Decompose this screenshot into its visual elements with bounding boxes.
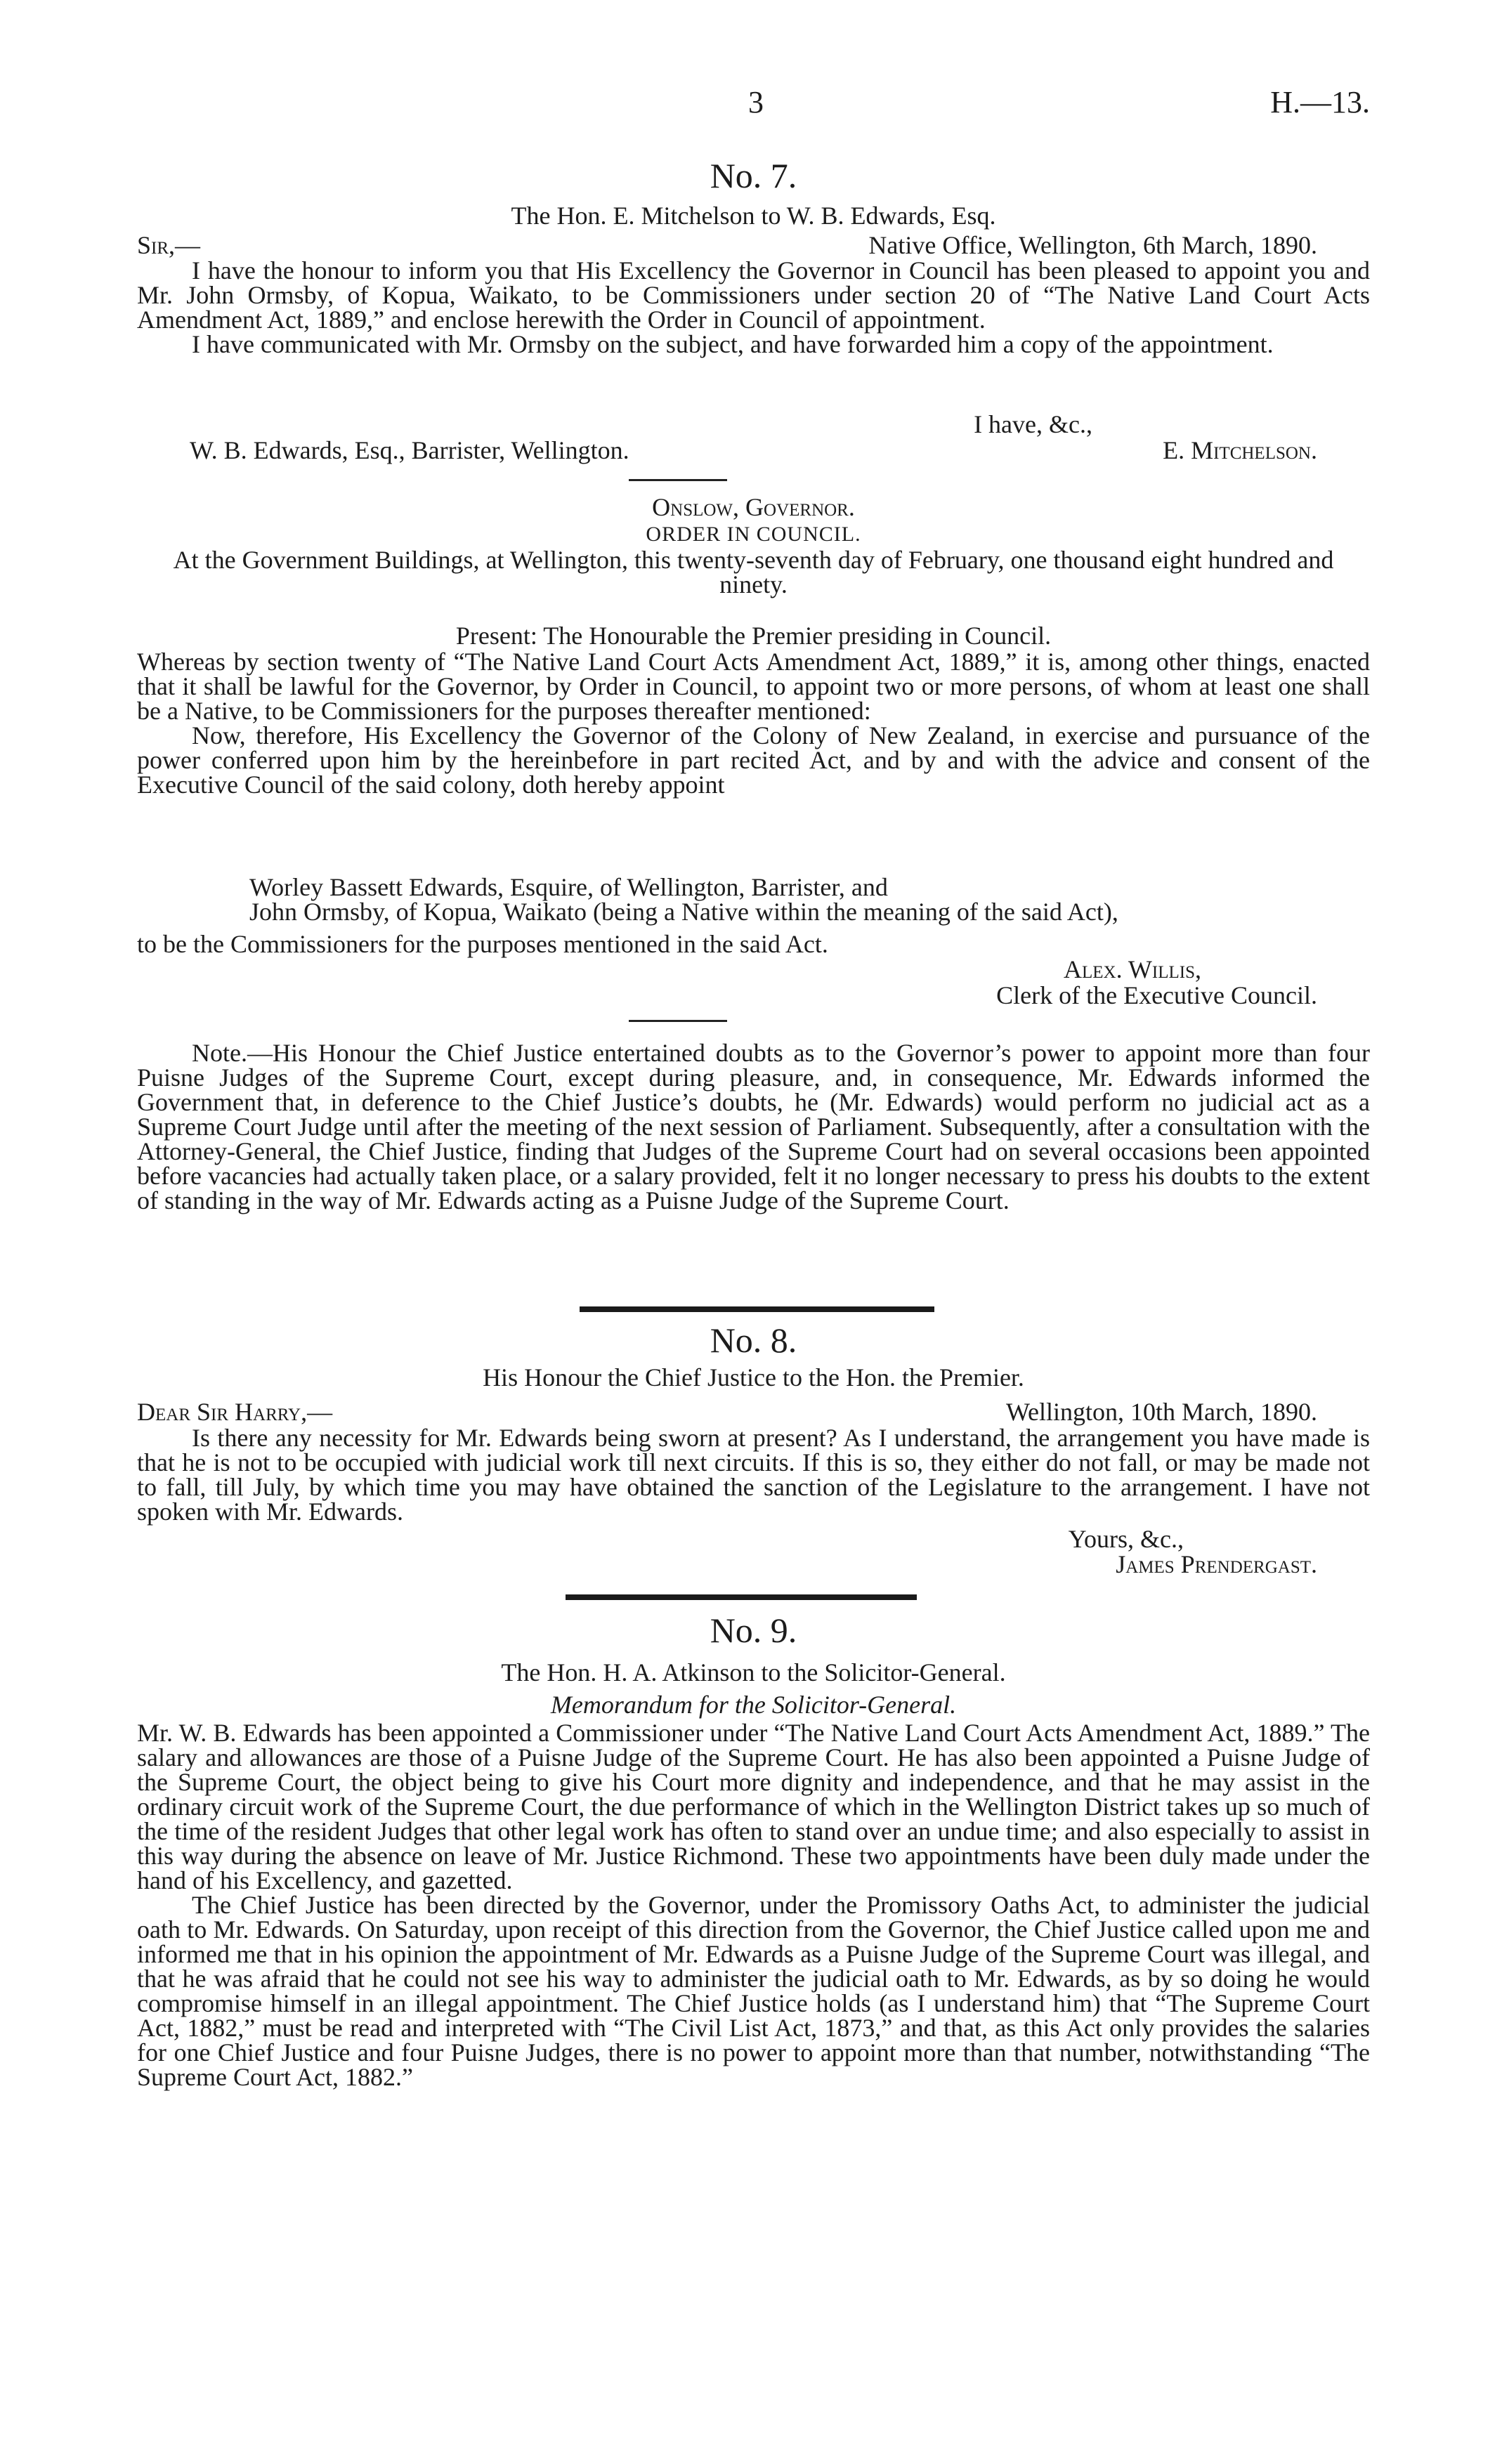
no7-signature: E. Mitchelson. [1163,436,1317,464]
no8-from-to: His Honour the Chief Justice to the Hon. the Premier. [483,1363,1024,1391]
order-sign-title: Clerk of the Executive Council. [996,981,1317,1009]
no9-body [137,1721,1370,2090]
order-governor: Onslow, Governor. [652,493,855,521]
no8-paragraph-1: Is there any necessity for Mr. Edwards being sworn at present? As I understand, the arrangement you have made is that he is not to be occupied with judicial work till next circuits. If this is so, they either do not fall, or may be made not to fall, till July, by which time you may have obtained the sanction of the Legislature to the arrangement. I have not spoken with Mr. Edwards. [137,1424,1370,1526]
no8-closing: Yours, &c., [1068,1525,1184,1553]
no7-closing: I have, &c., [974,410,1092,438]
order-appointee-1: Worley Bassett Edwards, Esquire, of Wellington, Barrister, and [249,873,888,901]
no9-subtitle: Memorandum for the Solicitor-General. [550,1691,957,1719]
no8-salutation: Dear Sir Harry,— [137,1398,333,1426]
order-sign-name: Alex. Willis, [1063,955,1201,983]
no8-closing-row [137,1527,1370,1552]
page-number: 3 [748,85,764,119]
separator-rule [629,1020,727,1022]
no7-heading: No. 7. [710,156,797,195]
no9-paragraph-1: Mr. W. B. Edwards has been appointed a Commissioner under “The Native Land Court Acts Amendment Act, 1889.” The salary and allowances are those of a Puisne Judge of the Supreme Court. He has also been appointed a Puisne Judge of the Supreme Court, the object being to give his Court more dignity and independence, and that he may assist in the ordinary circuit work of the Supreme Court, the due performance of which in the Wellington District takes up so much of the time of the resident Judges that other legal work has often to stand over an undue time; and also especially to assist in this way during the absence on leave of Mr. Justice Richmond. These two appointments have been duly made under the hand of his Excellency, and gazetted. [137,1719,1370,1894]
no9-paragraph-2: The Chief Justice has been directed by the Governor, under the Promissory Oaths Act, to administer the judicial oath to Mr. Edwards. On Saturday, upon receipt of this direction from the Governor, the Chief Justice called upon me and informed me that in his opinion the appointment of Mr. Edwards as a Puisne Judge of the Supreme Court was illegal, and that he was afraid that he could not see his way to administer the judicial oath to Mr. Edwards, as by so doing he would compromise himself in an illegal appointment. The Chief Justice holds (as I understand him) that “The Supreme Court Act, 1882,” must be read and interpreted with “The Civil List Act, 1873,” and that, as this Act only provides the salaries for one Chief Justice and four Puisne Judges, there is no power to appoint more than that number, notwithstanding “The Supreme Court Act, 1882.” [137,1891,1370,2091]
order-place: At the Government Buildings, at Wellington, this twenty-seventh day of February, one thousand eight hundred and ninety. [173,546,1334,598]
no7-body [137,258,1370,357]
no7-closing-row [137,412,1370,437]
no9-from-to: The Hon. H. A. Atkinson to the Solicitor-General. [501,1658,1006,1686]
no9-heading: No. 9. [710,1611,797,1650]
section-divider [566,1594,917,1600]
no7-salutation-row [137,233,1370,258]
no7-signature-row [137,438,1370,463]
no7-from-to: The Hon. E. Mitchelson to W. B. Edwards, Esq. [511,202,996,230]
order-now-therefore: Now, therefore, His Excellency the Governor of the Colony of New Zealand, in exercise and pursuance of the power conferred upon him by the hereinbefore in part recited Act, and by and with the advice and consent of the Executive Council of the said colony, doth hereby appoint [137,721,1370,799]
separator-rule [629,479,727,481]
no7-paragraph-1: I have the honour to inform you that His Excellency the Governor in Council has been pleased to appoint you and Mr. John Ormsby, of Kopua, Waikato, to be Commissioners under section 20 of “The Native Land Court Acts Amendment Act, 1889,” and enclose herewith the Order in Council of appointment. [137,256,1370,334]
no7-place-date: Native Office, Wellington, 6th March, 1890. [868,231,1317,259]
no8-heading: No. 8. [710,1321,797,1360]
order-body [137,650,1370,797]
note-paragraph: Note.—His Honour the Chief Justice entertained doubts as to the Governor’s power to appoint more than four Puisne Judges of the Supreme Court, except during pleasure, and, in consequence, Mr. Edwards informed the Government that, in deference to the Chief Justice’s doubts, he (Mr. Edwards) would perform no judicial act as a Supreme Court Judge until after the meeting of the next session of Parliament. Subsequently, after a consultation with the Attorney-General, the Chief Justice, finding that Judges of the Supreme Court had on several occasions been appointed before vacancies had actually taken place, or a salary provided, felt it no longer necessary to press his doubts to the extent of standing in the way of Mr. Edwards acting as a Puisne Judge of the Supreme Court. [137,1039,1370,1214]
note-block [137,1041,1370,1213]
no7-addressee: W. B. Edwards, Esq., Barrister, Wellington. [190,436,629,464]
section-divider [580,1306,934,1312]
document-reference: H.—13. [1270,85,1370,119]
order-whereas: Whereas by section twenty of “The Native Land Court Acts Amendment Act, 1889,” it is, among other things, enacted that it shall be lawful for the Governor, by Order in Council, to appoint two or more persons, of whom at least one shall be a Native, to be Commissioners for the purposes thereafter mentioned: [137,648,1370,725]
order-appointees [249,875,1370,924]
page-header [137,85,1370,125]
order-present: Present: The Honourable the Premier presiding in Council. [455,622,1052,650]
no7-paragraph-2: I have communicated with Mr. Ormsby on the subject, and have forwarded him a copy of the appointment. [192,330,1274,358]
no8-signature-row [137,1552,1370,1577]
order-title: ORDER IN COUNCIL. [646,523,861,546]
no8-place-date: Wellington, 10th March, 1890. [1005,1398,1317,1426]
no8-signature: James Prendergast. [1116,1550,1317,1578]
order-sign-title-row [137,983,1370,1008]
order-signature-row [137,957,1370,982]
no7-salutation: Sir,— [137,231,201,259]
order-purpose: to be the Commissioners for the purposes mentioned in the said Act. [137,930,828,958]
no8-body [137,1426,1370,1524]
no8-salutation-row [137,1400,1370,1424]
order-appointee-2: John Ormsby, of Kopua, Waikato (being a Native within the meaning of the said Act), [249,898,1118,926]
